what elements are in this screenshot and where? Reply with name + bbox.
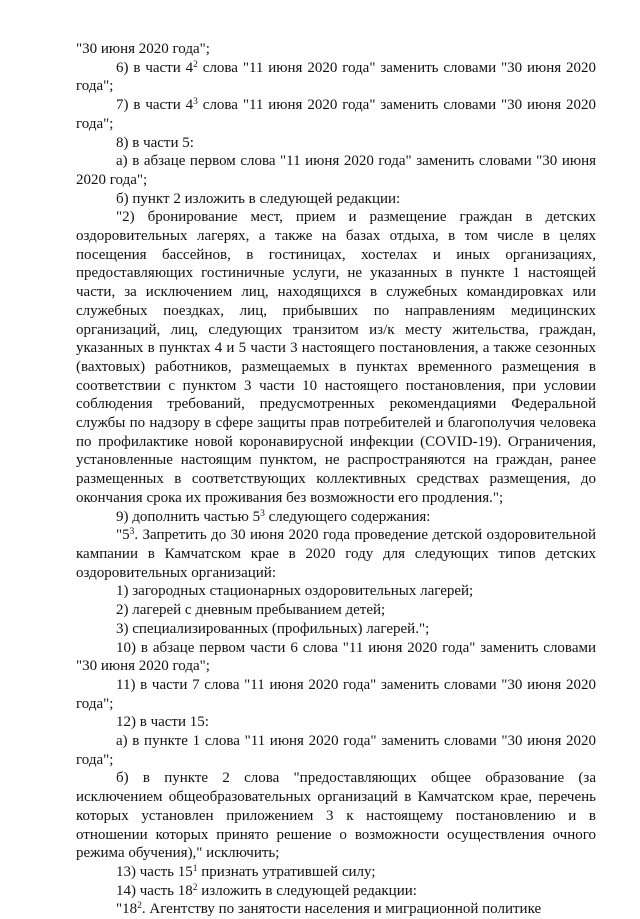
text-run: 7) в части 4 bbox=[116, 97, 194, 114]
paragraph bbox=[76, 190, 596, 209]
paragraph bbox=[76, 882, 596, 901]
text-run: 9) дополнить частью 5 bbox=[116, 508, 261, 525]
paragraph bbox=[76, 152, 596, 189]
text-run: слова "11 июня 2020 года" заменить словами "30 июня 2020 года"; bbox=[76, 59, 596, 95]
text-run: 1) загородных стационарных оздоровительных лагерей; bbox=[116, 583, 474, 600]
text-run: 8) в части 5: bbox=[116, 134, 194, 151]
paragraph bbox=[76, 639, 596, 676]
text-run: 6) в части 4 bbox=[116, 59, 194, 76]
text-run: 11) в части 7 слова "11 июня 2020 года" заменить словами "30 июня 2020 года"; bbox=[76, 676, 596, 712]
text-run: изложить в следующей редакции: bbox=[197, 882, 417, 899]
text-run: 14) часть 18 bbox=[116, 882, 193, 899]
text-run: слова "11 июня 2020 года" заменить словами "30 июня 2020 года"; bbox=[76, 97, 596, 132]
document-page bbox=[76, 40, 596, 919]
paragraph bbox=[76, 59, 596, 96]
text-run: 12) в части 15: bbox=[116, 714, 209, 731]
text-run: признать утратившей силу; bbox=[197, 863, 376, 880]
paragraph bbox=[76, 134, 596, 153]
superscript: 3 bbox=[260, 508, 265, 519]
text-run: следующего содержания: bbox=[264, 508, 431, 525]
text-run: 13) часть 15 bbox=[116, 863, 193, 880]
paragraph bbox=[76, 732, 596, 769]
paragraph bbox=[76, 208, 596, 507]
paragraph bbox=[76, 676, 596, 713]
paragraph bbox=[76, 769, 596, 863]
text-run: "2) бронирование мест, прием и размещение граждан в детских оздоровительных лагерях, а также на базах отдыха, в том числе в целях посещения бассейнов, в гостиницах, хостелах и иных организациях, предоставляющих гостиничные услуги, не указанных в пункте 1 настоящей части, за исключением лиц, находящихся в служебных командировках или служебных поездках, лиц, прибывших по направлениям медицинских организаций, лиц, следующих транзитом из/к месту жительства, граждан, указанных в пунктах 4 и 5 части 3 настоящего постановления, а также сезонных (вахтовых) работников, размещаемых в пунктах временного размещения в соответствии с пунктом 3 части 10 настоящего постановления, при условии соблюдения требований, предусмотренных рекомендациями Федеральной службы по надзору в сфере защиты прав потребителей и благополучия человека по профилактике новой коронавирусной инфекции (COVID-19). Ограничения, установленные настоящим пунктом, не распространяются на граждан, ранее размещенных в соответствующих коллективных средствах размещения, до окончания срока их проживания без возможности его продления."; bbox=[76, 209, 596, 506]
text-run: "18 bbox=[116, 901, 138, 918]
superscript: 2 bbox=[192, 882, 198, 893]
paragraph bbox=[76, 900, 596, 919]
text-run: а) в абзаце первом слова "11 июня 2020 года" заменить словами "30 июня 2020 года"; bbox=[76, 153, 596, 188]
superscript: 1 bbox=[192, 863, 198, 874]
text-run: 10) в абзаце первом части 6 слова "11 июня 2020 года" заменить словами "30 июня 2020 года"; bbox=[76, 639, 596, 675]
paragraph bbox=[76, 96, 596, 133]
paragraph bbox=[76, 863, 596, 882]
text-run: . Агентству по занятости населения и миграционной политике bbox=[141, 901, 542, 918]
text-run: б) в пункте 2 слова "предоставляющих общее образование (за исключением общеобразовательных организаций в Камчатском крае, перечень которых установлен приложением 3 к настоящему постановлению и в отношении которых принято решение о возможности осуществления очного режима обучения)," исключить; bbox=[76, 770, 596, 862]
text-run: "5 bbox=[116, 527, 130, 544]
text-run: 2) лагерей с дневным пребыванием детей; bbox=[116, 602, 386, 619]
paragraph bbox=[76, 508, 596, 527]
text-run: а) в пункте 1 слова "11 июня 2020 года" заменить словами "30 июня 2020 года"; bbox=[76, 733, 596, 768]
superscript: 3 bbox=[193, 97, 198, 108]
superscript: 2 bbox=[137, 901, 142, 912]
superscript: 2 bbox=[193, 59, 198, 70]
paragraph bbox=[76, 40, 596, 59]
superscript: 3 bbox=[129, 527, 135, 538]
text-run: "30 июня 2020 года"; bbox=[76, 41, 210, 57]
text-run: б) пункт 2 изложить в следующей редакции: bbox=[116, 190, 401, 207]
paragraph bbox=[76, 601, 596, 620]
text-run: 3) специализированных (профильных) лагерей."; bbox=[116, 620, 430, 637]
paragraph bbox=[76, 582, 596, 601]
paragraph bbox=[76, 526, 596, 582]
text-run: . Запретить до 30 июня 2020 года проведение детской оздоровительной кампании в Камчатском крае в 2020 году для следующих типов детских оздоровительных организаций: bbox=[76, 527, 596, 581]
paragraph bbox=[76, 713, 596, 732]
paragraph bbox=[76, 620, 596, 639]
